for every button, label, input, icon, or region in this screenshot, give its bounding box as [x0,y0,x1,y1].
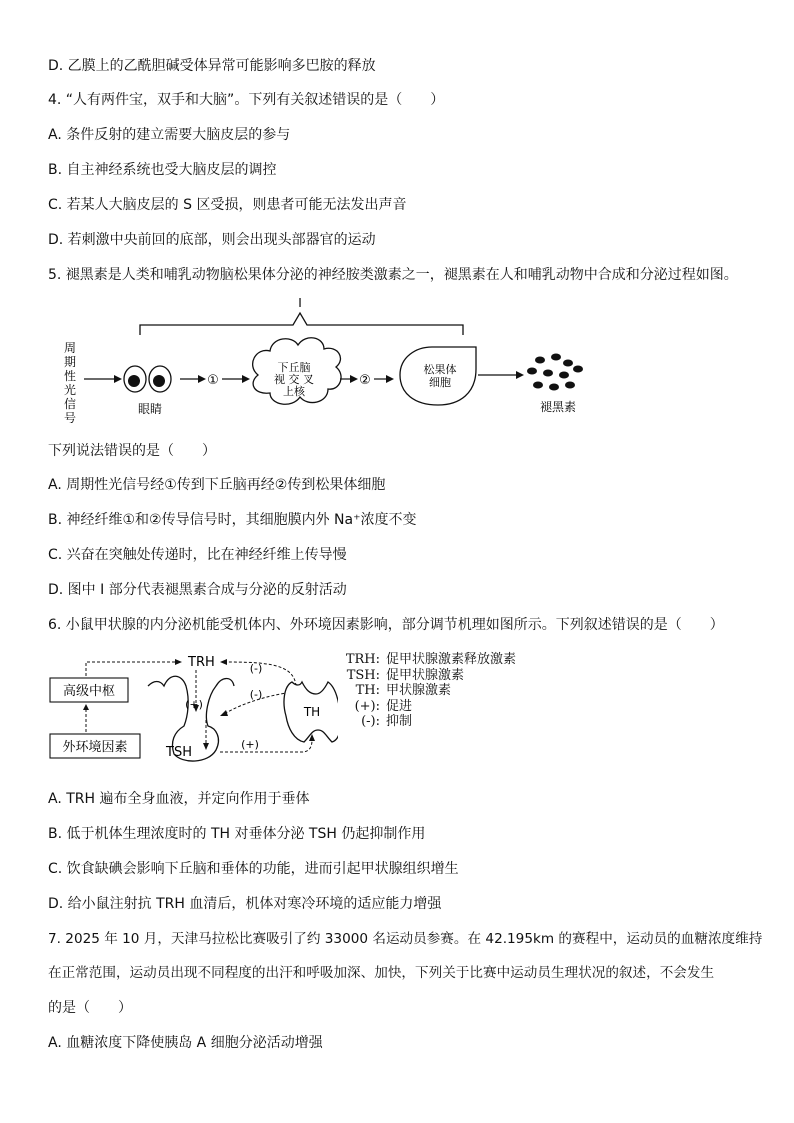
melatonin-label: 褪黑素 [539,400,577,414]
q5-option-a: A. 周期性光信号经①传到下丘脑再经②传到松果体细胞 [48,477,386,493]
svg-text:上核: 上核 [283,385,305,398]
svg-text:下丘脑: 下丘脑 [277,361,311,374]
svg-text:信: 信 [63,397,77,411]
svg-text:视 交 叉: 视 交 叉 [274,373,314,386]
svg-text:号: 号 [63,411,77,425]
q7-stem-3: 的是（ ） [48,1000,132,1016]
q5-option-c: C. 兴奋在突触处传递时，比在神经纤维上传导慢 [48,547,347,563]
q4-stem: 4. “人有两件宝，双手和大脑”。下列有关叙述错误的是（ ） [48,92,445,108]
q3-option-d: D. 乙膜上的乙酰胆碱受体异常可能影响多巴胺的释放 [48,58,376,74]
svg-text:TSH: TSH [166,745,192,760]
svg-text:松果体: 松果体 [423,363,457,376]
svg-text:周: 周 [63,341,77,355]
q5-option-b: B. 神经纤维①和②传导信号时，其细胞膜内外 Na⁺浓度不变 [48,512,417,528]
svg-text:(+): (+) [241,738,259,751]
q6-stem: 6. 小鼠甲状腺的内分泌机能受机体内、外环境因素影响，部分调节机理如图所示。下列叙述错误的是（ ） [48,617,724,633]
q6-option-a: A. TRH 遍布全身血液，并定向作用于垂体 [48,791,310,807]
svg-text:TRH: TRH [188,655,215,670]
svg-text:高级中枢: 高级中枢 [62,684,116,699]
q4-option-d: D. 若刺激中央前回的底部，则会出现头部器官的运动 [48,232,376,248]
q6-option-d: D. 给小鼠注射抗 TRH 血清后，机体对寒冷环境的适应能力增强 [48,896,442,912]
q5-option-d: D. 图中 I 部分代表褪黑素合成与分泌的反射活动 [48,582,347,598]
svg-text:(+): (+) [185,698,203,711]
q7-stem-1: 7. 2025 年 10 月，天津马拉松比赛吸引了约 33000 名运动员参赛。在 42.195km 的赛程中，运动员的血糖浓度维持 [48,931,763,947]
q6-option-b: B. 低于机体生理浓度时的 TH 对垂体分泌 TSH 仍起抑制作用 [48,826,426,842]
melatonin-dots [527,354,583,391]
svg-text:细胞: 细胞 [429,376,451,389]
signal-label [64,341,76,425]
svg-text:(-): (-) [249,662,263,675]
q6-figure [48,646,338,776]
num-1: ① [207,373,219,388]
q5-stem: 5. 褪黑素是人类和哺乳动物脑松果体分泌的神经胺类激素之一，褪黑素在人和哺乳动物中合成和分泌过程如图。 [48,267,738,283]
num-2: ② [359,373,371,388]
eye-label: 眼睛 [137,402,163,416]
q4-option-b: B. 自主神经系统也受大脑皮层的调控 [48,162,277,178]
brace-label: I [298,296,302,310]
brace [140,313,463,335]
svg-text:外环境因素: 外环境因素 [62,740,128,755]
q6-option-c: C. 饮食缺碘会影响下丘脑和垂体的功能，进而引起甲状腺组织增生 [48,861,459,877]
q5-question: 下列说法错误的是（ ） [48,443,216,459]
q5-figure [48,295,728,425]
q4-option-c: C. 若某人大脑皮层的 S 区受损，则患者可能无法发出声音 [48,197,407,213]
q7-option-a: A. 血糖浓度下降使胰岛 A 细胞分泌活动增强 [48,1035,323,1051]
q6-legend: TRH: 促甲状腺激素释放激素 TSH: 促甲状腺激素 TH: 甲状腺激素 (+): 促进 (-): 抑制 [345,652,517,729]
svg-text:(-): (-) [249,688,263,701]
svg-text:期: 期 [63,355,77,369]
q7-stem-2: 在正常范围，运动员出现不同程度的出汗和呼吸加深、加快，下列关于比赛中运动员生理状况的叙述，不会发生 [48,965,715,981]
svg-text:TH: TH [303,705,321,719]
svg-text:性: 性 [63,369,77,383]
eyes-icon [124,366,171,392]
svg-text:光: 光 [63,383,77,397]
q4-option-a: A. 条件反射的建立需要大脑皮层的参与 [48,127,291,143]
